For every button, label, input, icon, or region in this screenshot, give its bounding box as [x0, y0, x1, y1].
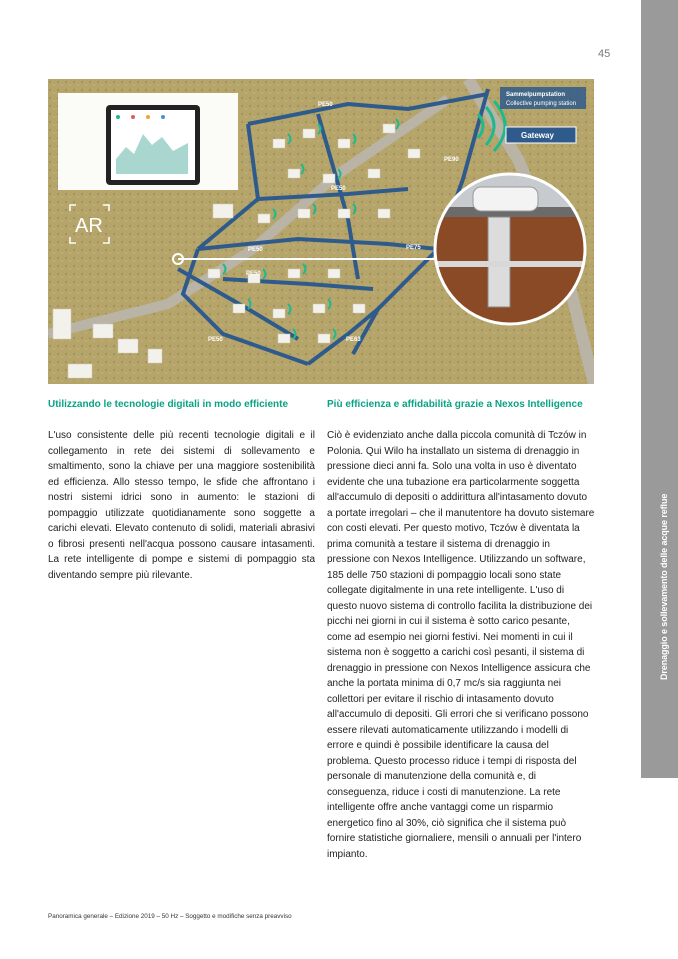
pipe-label: PE50: [248, 247, 263, 253]
pipe-label: PE50: [246, 271, 261, 277]
gateway-label: Gateway: [521, 131, 554, 140]
pumping-network-illustration: [48, 79, 594, 384]
pipe-label: PE63: [346, 337, 361, 343]
pipe-label: PE75: [406, 245, 421, 251]
side-tab: [641, 0, 678, 778]
station-label-line2: Collective pumping station: [506, 101, 577, 107]
station-label-line1: Sammelpumpstation: [506, 92, 566, 98]
pipe-label: PE50: [318, 102, 333, 108]
left-heading: Utilizzando le tecnologie digitali in modo efficiente: [48, 399, 289, 410]
side-tab-label: Drenaggio e sollevamento delle acque reflue: [659, 493, 669, 680]
pipe-label: PE50: [208, 337, 223, 343]
pipe-label: PE90: [444, 157, 459, 163]
right-body-text: Ciò è evidenziato anche dalla piccola comunità di Tczów in Polonia. Qui Wilo ha installato un sistema di drenaggio in pressione dieci anni fa. Solo una volta in uso è diventato evidente che una tubazione era particolarmente soggetta all'accumulo di depositi o addirittura all'intasamento dovuto a portate irregolari – che il manutentore ha dovuto sistemare con costi elevati. Per questo motivo, Tczów è diventata la prima comunità a testare il sistema di drenaggio in pressione con Nexos Intelligence. Utilizzando un software, 185 delle 750 stazioni di pompaggio locali sono state collegate digitalmente in una rete intelligente. L'uso di questo nuovo sistema di controllo facilita la distribuzione dei picchi nei giorni in cui il sistema è sotto carico pesante, come ad esempio nei giorni festivi. Nei momenti in cui il sistema non è soggetto a carichi così pesanti, il sistema di drenaggio in pressione con Nexos Intelligence assicura che anche la portata minima di 0,7 mc/s sia raggiunta nei collettori per evitare il rischio di intasamento dovuto all'accumulo di depositi. Gli errori che si verificano possono essere rilevati automaticamente utilizzando i modelli di errore e quindi è possibile identificare la causa del problema. Questo processo riduce i tempi di risposta del personale di manutenzione della comunità e, di conseguenza, riduce i costi di manutenzione. La rete intelligente offre anche vantaggi come un risparmio energetico fino al 30%, ciò significa che il sistema può fornire statistiche giornaliere, mensili o annuali per l'intero impianto.: [327, 430, 595, 860]
hero-illustration: [48, 79, 594, 384]
car: [473, 187, 538, 211]
left-body-text: L'uso consistente delle più recenti tecnologie digitali e il collegamento in rete dei sistemi di sollevamento e smaltimento, sono la chiave per una maggiore sostenibilità ed efficienza. Allo stesso tempo, le sfide che affrontano i nostri sistemi idrici sono in aumento: le stazioni di pompaggio utilizzate quotidianamente sono soggette a carichi elevati. Elevato contenuto di solidi, materiali abrasivi o fibrosi presenti nell'acqua possono causare intasamenti. La rete intelligente di pompe e sistemi di pompaggio sta diventando sempre più rilevante.: [48, 430, 315, 581]
ar-label: AR: [75, 215, 103, 237]
pipe-label: PE50: [331, 186, 346, 192]
footer: Panoramica generale – Edizione 2019 – 50 Hz – Soggetto e modifiche senza preavviso: [48, 913, 292, 920]
page-number: 45: [598, 48, 611, 60]
right-heading: Più efficienza e affidabilità grazie a Nexos Intelligence: [327, 399, 583, 410]
